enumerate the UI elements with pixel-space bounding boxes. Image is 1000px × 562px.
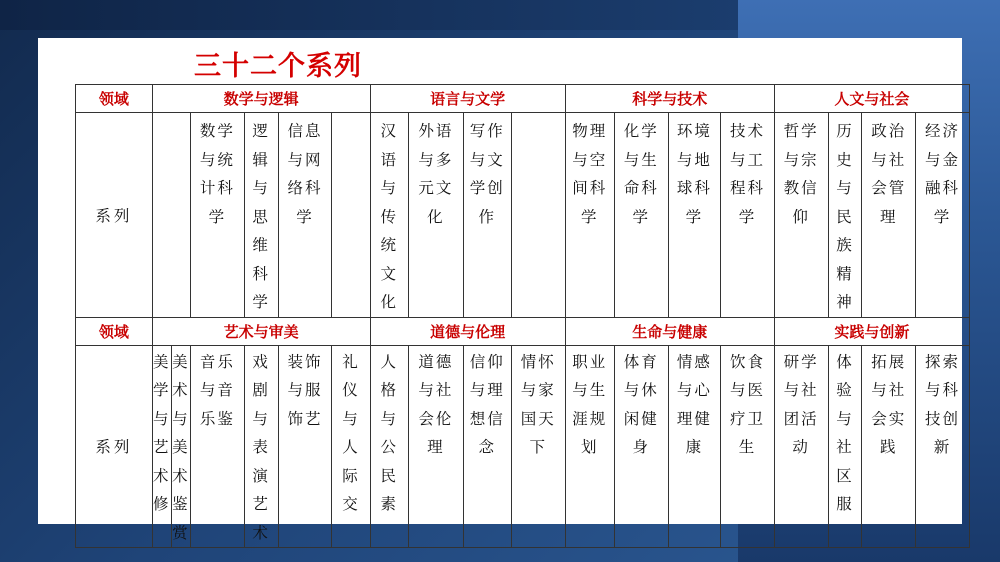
series-label: 系列 xyxy=(76,113,153,318)
series-text: 美学与艺术修 xyxy=(152,352,171,513)
domain-practice-innovation: 实践与创新 xyxy=(774,317,969,345)
series-text: 职业与生涯规划 xyxy=(572,352,608,456)
slide xyxy=(38,38,962,542)
series-text: 情感与心理健康 xyxy=(676,352,712,456)
series-cell-empty xyxy=(511,113,565,318)
series-cell: 数学与统计科学 xyxy=(191,113,245,318)
domain-language-literature: 语言与文学 xyxy=(370,85,565,113)
series-cell: 写作与文学创作 xyxy=(463,113,511,318)
series-text: 信仰与理想信念 xyxy=(469,352,505,456)
domain-humanities-society: 人文与社会 xyxy=(774,85,969,113)
series-cell: 技术与工程科学 xyxy=(721,113,775,318)
slide-title: 三十二个系列 xyxy=(194,51,362,82)
series-table xyxy=(75,84,970,548)
series-cell xyxy=(565,345,614,548)
series-cell: 政治与社会管理 xyxy=(862,113,916,318)
series-text: 拓展与社会实践 xyxy=(871,352,907,456)
series-cell xyxy=(408,345,463,548)
series-text: 人格与公民素 xyxy=(380,352,399,513)
series-cell: 环境与地球科学 xyxy=(668,113,721,318)
background-band-top xyxy=(0,0,740,30)
series-cell xyxy=(511,345,565,548)
series-text: 戏剧与表演艺术 xyxy=(252,352,270,542)
series-text: 音乐与音乐鉴 xyxy=(199,352,235,428)
series-text: 探索与科技创新 xyxy=(925,352,961,456)
series-text: 装饰与服饰艺 xyxy=(287,352,323,428)
domain-math-logic: 数学与逻辑 xyxy=(152,85,370,113)
domain-life-health: 生命与健康 xyxy=(565,317,774,345)
series-text: 道德与社会伦理 xyxy=(418,352,454,456)
domain-art-aesthetics: 艺术与审美 xyxy=(152,317,370,345)
series-text: 饮食与医疗卫生 xyxy=(729,352,765,456)
series-cell: 哲学与宗教信仰 xyxy=(774,113,828,318)
series-cell: 经济与金融科学 xyxy=(916,113,970,318)
series-cell: 汉语与传统文化 xyxy=(370,113,408,318)
series-cell: 信息与网络科学 xyxy=(278,113,332,318)
series-text: 体验与社区服 xyxy=(836,352,854,513)
series-cell xyxy=(774,345,828,548)
series-cell xyxy=(244,345,278,548)
series-cell xyxy=(668,345,721,548)
series-cell: 历史与民族精神 xyxy=(828,113,862,318)
series-cell xyxy=(152,345,190,548)
series-text: 体育与休闲健身 xyxy=(623,352,659,456)
series-cell-empty xyxy=(332,113,370,318)
series-cell xyxy=(370,345,408,548)
series-cell xyxy=(332,345,370,548)
series-cell xyxy=(191,345,245,548)
series-text: 美术与美术鉴赏 xyxy=(172,352,190,542)
series-cell xyxy=(463,345,511,548)
domain-morality-ethics: 道德与伦理 xyxy=(370,317,565,345)
series-label: 系列 xyxy=(76,345,153,548)
series-cell: 化学与生命科学 xyxy=(614,113,668,318)
series-cell-empty xyxy=(152,113,190,318)
series-cell xyxy=(828,345,862,548)
series-cell: 逻辑与思维科学 xyxy=(244,113,278,318)
series-cell xyxy=(916,345,970,548)
series-text: 情怀与家国天下 xyxy=(520,352,556,456)
series-text: 礼仪与人际交 xyxy=(342,352,360,513)
series-cell xyxy=(721,345,775,548)
series-cell: 外语与多元文化 xyxy=(408,113,463,318)
series-cell xyxy=(278,345,332,548)
series-cell: 物理与空间科学 xyxy=(565,113,614,318)
domain-label: 领域 xyxy=(76,317,153,345)
domain-label: 领域 xyxy=(76,85,153,113)
series-cell xyxy=(862,345,916,548)
series-cell xyxy=(614,345,668,548)
series-text: 研学与社团活动 xyxy=(783,352,819,456)
domain-science-technology: 科学与技术 xyxy=(565,85,774,113)
